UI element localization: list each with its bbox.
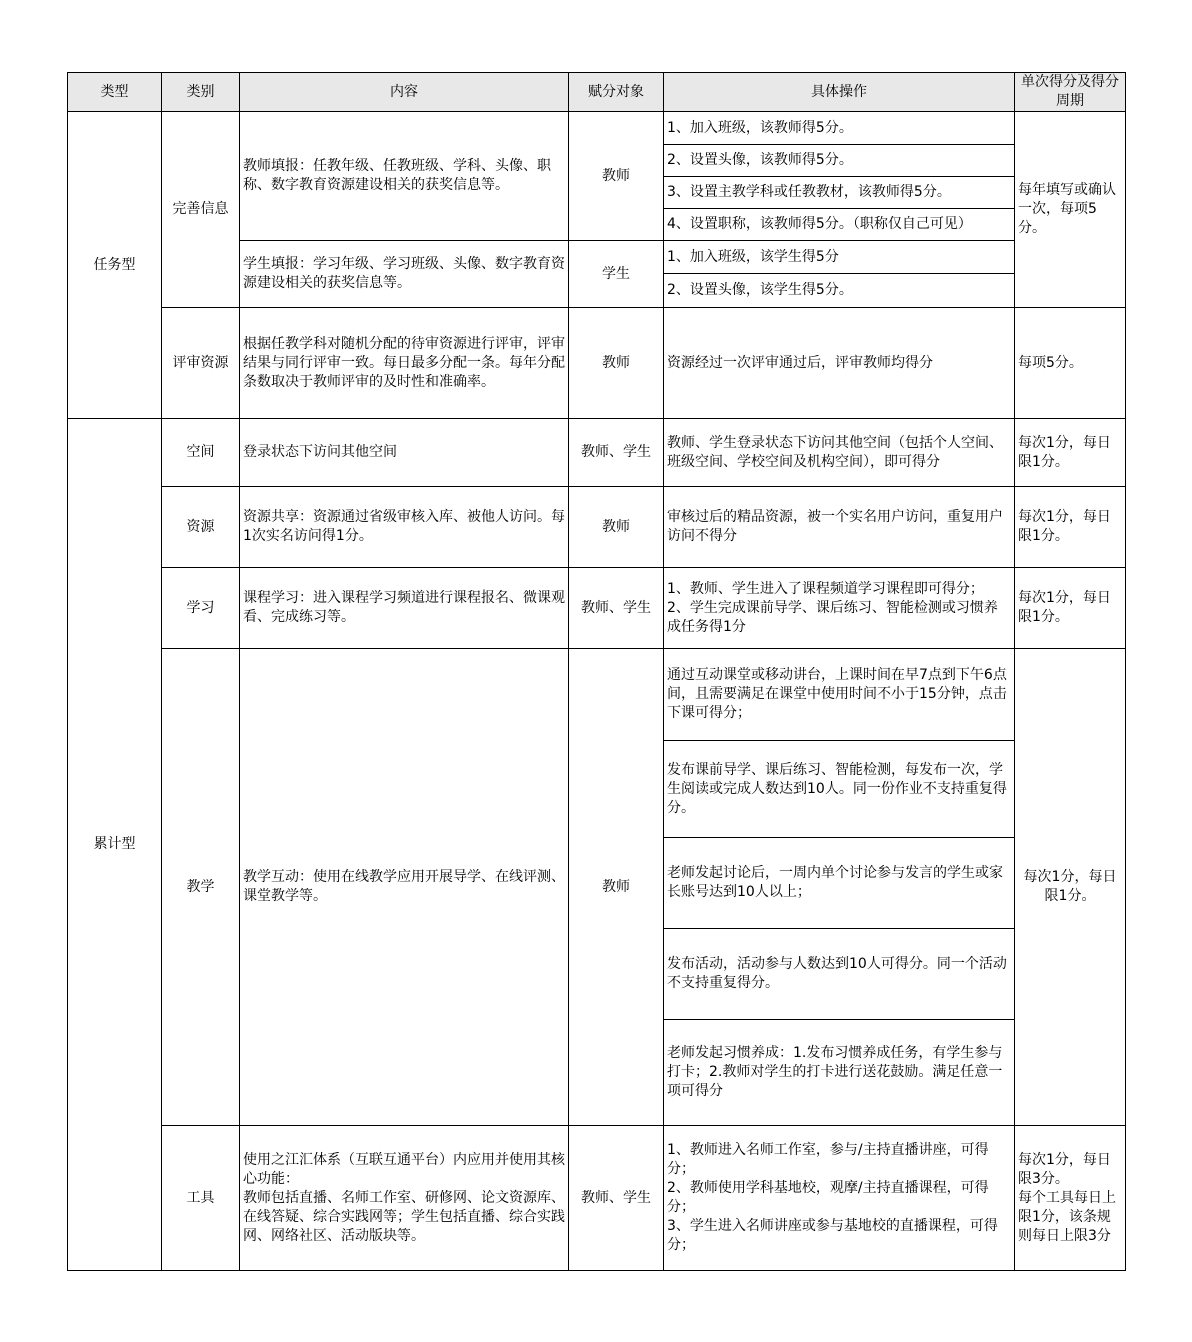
header-operation: 具体操作 [664,73,1015,112]
operation-cell: 发布活动，活动参与人数达到10人可得分。同一个活动不支持重复得分。 [664,929,1015,1020]
operation-cell-review: 资源经过一次评审通过后，评审教师均得分 [664,308,1015,419]
score-cell-tools: 每次1分，每日限3分。 每个工具每日上限1分，该条规则每日上限3分 [1015,1126,1126,1271]
target-cell-student: 学生 [569,241,664,308]
operation-cell-tools: 1、教师进入名师工作室，参与/主持直播讲座，可得分； 2、教师使用学科基地校，观摩/主持直播课程，可得分； 3、学生进入名师讲座或参与基地校的直播课程，可得分； [664,1126,1015,1271]
header-target: 赋分对象 [569,73,664,112]
header-content: 内容 [240,73,569,112]
header-row [68,73,1126,112]
category-cell-resource: 资源 [162,487,240,568]
table-row [68,419,1126,487]
target-cell-teaching: 教师 [569,649,664,1126]
content-cell-tools: 使用之江汇体系（互联互通平台）内应用并使用其核心功能： 教师包括直播、名师工作室、研修网、论文资源库、在线答疑、综合实践网等；学生包括直播、综合实践网、网络社区、活动版块等。 [240,1126,569,1271]
content-cell-teacher-info: 教师填报：任教年级、任教班级、学科、头像、职称、数字教育资源建设相关的获奖信息等。 [240,112,569,241]
scoring-rules-table [67,72,1126,1271]
target-cell-review: 教师 [569,308,664,419]
category-cell-study: 学习 [162,568,240,649]
operation-cell: 老师发起习惯养成：1.发布习惯养成任务，有学生参与打卡；2.教师对学生的打卡进行送花鼓励。满足任意一项可得分 [664,1020,1015,1126]
score-cell-study: 每次1分，每日限1分。 [1015,568,1126,649]
table-row [68,568,1126,649]
operation-cell: 2、设置头像，该学生得5分。 [664,274,1015,308]
header-score: 单次得分及得分周期 [1015,73,1126,112]
table-row [68,1126,1126,1271]
category-cell-space: 空间 [162,419,240,487]
operation-cell-space: 教师、学生登录状态下访问其他空间（包括个人空间、班级空间、学校空间及机构空间），即可得分 [664,419,1015,487]
table-row [68,487,1126,568]
target-cell-space: 教师、学生 [569,419,664,487]
category-cell-info: 完善信息 [162,112,240,308]
category-cell-teaching: 教学 [162,649,240,1126]
target-cell-teacher: 教师 [569,112,664,241]
operation-cell: 老师发起讨论后，一周内单个讨论参与发言的学生或家长账号达到10人以上； [664,838,1015,929]
content-cell-teaching: 教学互动：使用在线教学应用开展导学、在线评测、课堂教学等。 [240,649,569,1126]
operation-cell: 1、加入班级，该教师得5分。 [664,112,1015,145]
operation-cell: 发布课前导学、课后练习、智能检测，每发布一次，学生阅读或完成人数达到10人。同一份作业不支持重复得分。 [664,741,1015,838]
operation-cell-study: 1、教师、学生进入了课程频道学习课程即可得分； 2、学生完成课前导学、课后练习、智能检测或习惯养成任务得1分 [664,568,1015,649]
target-cell-study: 教师、学生 [569,568,664,649]
target-cell-tools: 教师、学生 [569,1126,664,1271]
operation-cell: 4、设置职称，该教师得5分。（职称仅自己可见） [664,209,1015,241]
score-cell-info: 每年填写或确认一次，每项5分。 [1015,112,1126,308]
content-cell-student-info: 学生填报：学习年级、学习班级、头像、数字教育资源建设相关的获奖信息等。 [240,241,569,308]
score-cell-review: 每项5分。 [1015,308,1126,419]
operation-cell: 2、设置头像，该教师得5分。 [664,145,1015,177]
type-cell-cumulative: 累计型 [68,419,162,1271]
table-row [68,308,1126,419]
score-cell-space: 每次1分，每日限1分。 [1015,419,1126,487]
header-type: 类型 [68,73,162,112]
operation-cell: 3、设置主教学科或任教教材，该教师得5分。 [664,177,1015,209]
content-cell-review: 根据任教学科对随机分配的待审资源进行评审，评审结果与同行评审一致。每日最多分配一条。每年分配条数取决于教师评审的及时性和准确率。 [240,308,569,419]
operation-cell: 1、加入班级，该学生得5分 [664,241,1015,274]
operation-cell: 通过互动课堂或移动讲台，上课时间在早7点到下午6点间，且需要满足在课堂中使用时间不小于15分钟，点击下课可得分； [664,649,1015,741]
content-cell-space: 登录状态下访问其他空间 [240,419,569,487]
score-cell-resource: 每次1分，每日限1分。 [1015,487,1126,568]
category-cell-tools: 工具 [162,1126,240,1271]
content-cell-study: 课程学习：进入课程学习频道进行课程报名、微课观看、完成练习等。 [240,568,569,649]
content-cell-resource: 资源共享：资源通过省级审核入库、被他人访问。每1次实名访问得1分。 [240,487,569,568]
header-category: 类别 [162,73,240,112]
operation-cell-resource: 审核过后的精品资源，被一个实名用户访问，重复用户访问不得分 [664,487,1015,568]
category-cell-review: 评审资源 [162,308,240,419]
type-cell-task: 任务型 [68,112,162,419]
table-row [68,649,1126,741]
score-cell-teaching: 每次1分，每日限1分。 [1015,649,1126,1126]
target-cell-resource: 教师 [569,487,664,568]
table-row [68,112,1126,145]
